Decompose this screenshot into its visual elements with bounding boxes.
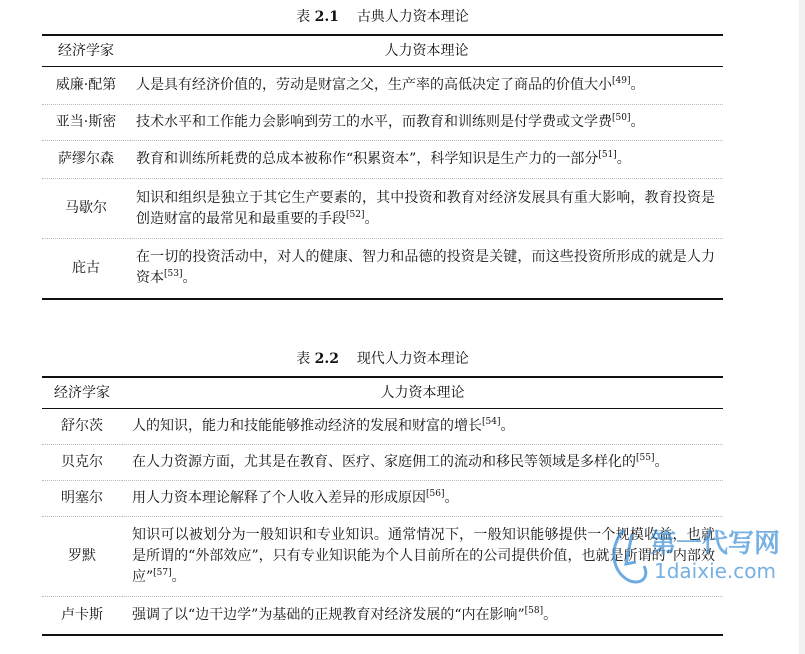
- watermark-text-url: 1daixie.com: [654, 559, 777, 583]
- table-row: [42, 239, 723, 299]
- header-economist: 经济学家: [58, 42, 114, 59]
- citation-ref: [51]: [598, 150, 617, 160]
- watermark-swirl-icon: [614, 530, 646, 582]
- theory-text: 知识可以被划分为一般知识和专业知识。通常情况下，一般知识能够提供一个规模收益，也就是所谓的“外部效应”，只有专业知识能为个人目前所在的公司提供价值，也就是所谓的“内部效应”[57]。: [132, 527, 715, 585]
- caption-prefix: 表: [296, 351, 311, 367]
- theory-text: 用人力资本理论解释了个人收入差异的形成原因[56]。: [132, 489, 459, 506]
- theory-text: 知识和组织是独立于其它生产要素的，其中投资和教育对经济发展具有重大影响，教育投资是创造财富的最常见和最重要的手段[52]。: [136, 189, 715, 227]
- theory-text: 技术水平和工作能力会影响到劳工的水平，而教育和训练则是付学费或文学费[50]。: [136, 113, 645, 130]
- economist-name: 贝克尔: [61, 454, 103, 470]
- table-row: [42, 67, 723, 105]
- watermark-text-cn: 第一代写网: [650, 529, 781, 559]
- table-row: [42, 141, 723, 179]
- table-2-1-caption: [0, 6, 765, 26]
- economist-name: 马歇尔: [65, 200, 107, 216]
- economist-name: 威廉·配第: [55, 77, 117, 93]
- economist-name: 舒尔茨: [61, 418, 103, 434]
- caption-prefix: 表: [296, 9, 311, 25]
- table-row: [42, 445, 723, 481]
- theory-text: 强调了以“边干边学”为基础的正规教育对经济发展的“内在影响”[58]。: [132, 605, 558, 623]
- theory-text: 在人力资源方面，尤其是在教育、医疗、家庭佣工的流动和移民等领域是多样化的[55]。: [132, 453, 669, 470]
- table-row: [42, 481, 723, 517]
- watermark-logo: [610, 520, 800, 590]
- economist-name: 亚当·斯密: [55, 114, 117, 130]
- theory-text: 教育和训练所耗费的总成本被称作“积累资本”，科学知识是生产力的一部分[51]。: [136, 150, 631, 167]
- swirl-stroke: [626, 534, 636, 564]
- header-theory: 人力资本理论: [384, 42, 469, 59]
- table-2-2-caption: [0, 348, 765, 368]
- citation-ref: [56]: [426, 489, 445, 499]
- caption-number: 2.1: [314, 9, 339, 25]
- header-economist: 经济学家: [54, 384, 110, 401]
- table-header-row: [42, 35, 723, 67]
- table-row: [42, 409, 723, 445]
- theory-text: 人的知识，能力和技能能够推动经济的发展和财富的增长[54]。: [132, 417, 515, 434]
- table-classical-human-capital: [42, 34, 723, 300]
- header-theory: 人力资本理论: [380, 384, 465, 401]
- economist-name: 萨缪尔森: [58, 151, 114, 167]
- theory-text: 在一切的投资活动中，对人的健康、智力和品德的投资是关键，而这些投资所形成的就是人力资本[53]。: [136, 249, 715, 287]
- citation-ref: [58]: [524, 605, 544, 616]
- citation-ref: [49]: [612, 76, 631, 86]
- citation-ref: [55]: [636, 453, 655, 463]
- citation-ref: [53]: [164, 269, 183, 280]
- table-modern-human-capital: [42, 376, 723, 636]
- caption-title: 古典人力资本理论: [356, 9, 469, 25]
- table-row: [42, 105, 723, 141]
- table-row: [42, 597, 723, 635]
- caption-number: 2.2: [314, 351, 339, 367]
- citation-ref: [52]: [346, 209, 365, 220]
- caption-title: 现代人力资本理论: [356, 351, 469, 367]
- table-header-row: [42, 377, 723, 409]
- citation-ref: [50]: [612, 113, 631, 123]
- economist-name: 卢卡斯: [61, 606, 103, 623]
- economist-name: 庇古: [72, 259, 100, 276]
- table-row: [42, 179, 723, 239]
- citation-ref: [54]: [482, 417, 501, 427]
- economist-name: 明塞尔: [61, 490, 103, 506]
- theory-text: 人是具有经济价值的，劳动是财富之父，生产率的高低决定了商品的价值大小[49]。: [136, 76, 645, 93]
- vertical-scrollbar[interactable]: [799, 0, 805, 654]
- citation-ref: [57]: [153, 568, 172, 578]
- economist-name: 罗默: [68, 548, 96, 564]
